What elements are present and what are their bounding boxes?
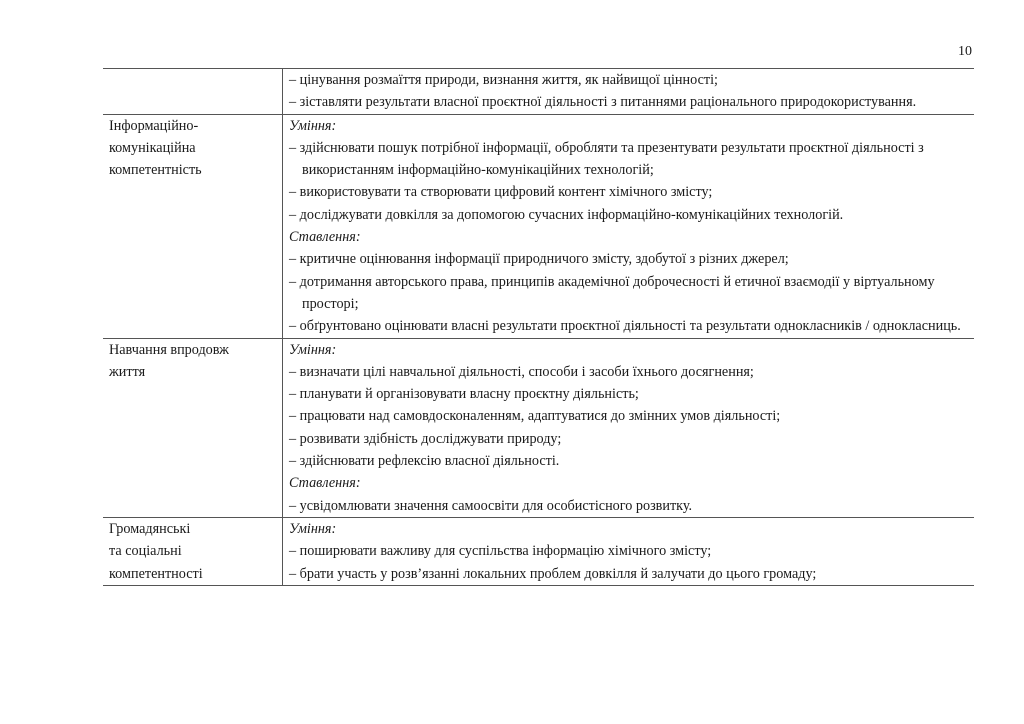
section-heading: Уміння:	[289, 341, 337, 358]
competency-name-cell	[103, 338, 283, 517]
list-item: – визначати цілі навчальної діяльності, способи і засоби їхнього досягнення;	[289, 363, 754, 380]
table-row	[103, 338, 974, 517]
list-item: – поширювати важливу для суспільства інформацію хімічного змісту;	[289, 543, 712, 560]
list-item: – цінування розмаїття природи, визнання життя, як найвищої цінності;	[289, 72, 718, 88]
competency-details-cell	[283, 517, 975, 585]
page-number: 10	[958, 44, 972, 59]
list-item: – планувати й організовувати власну проєктну діяльність;	[289, 386, 639, 403]
list-item: – розвивати здібність досліджувати природу;	[289, 430, 562, 447]
competency-table	[103, 68, 974, 586]
list-item: – здійснювати пошук потрібної інформації, обробляти та презентувати результати проєктної діяльності з використанням інформаційно-комунікаційних технологій;	[289, 139, 924, 179]
competency-details-cell	[283, 69, 975, 115]
competency-name-cell	[103, 69, 283, 115]
list-item: – усвідомлювати значення самоосвіти для особистісного розвитку.	[289, 497, 693, 514]
list-item: – здійснювати рефлексію власної діяльності.	[289, 453, 560, 470]
competency-name-cell	[103, 517, 283, 585]
list-item: – брати участь у розв’язанні локальних проблем довкілля й залучати до цього громаду;	[289, 565, 817, 582]
competency-table-body	[103, 69, 974, 586]
competency-details-cell	[283, 338, 975, 517]
section-heading: Ставлення:	[289, 475, 361, 492]
list-item: – досліджувати довкілля за допомогою сучасних інформаційно-комунікаційних технологій.	[289, 206, 844, 223]
competency-name-cell	[103, 114, 283, 338]
competency-name-line: та соціальні	[109, 543, 182, 560]
list-item: – використовувати та створювати цифровий контент хімічного змісту;	[289, 184, 713, 201]
section-heading: Уміння:	[289, 117, 337, 134]
competency-name-line: комунікаційна	[109, 139, 196, 156]
competency-name-line: компетентності	[109, 565, 203, 582]
section-heading: Ставлення:	[289, 229, 361, 246]
competency-details-cell	[283, 114, 975, 338]
table-row	[103, 517, 974, 585]
list-item: – працювати над самовдосконаленням, адаптуватися до змінних умов діяльності;	[289, 408, 781, 425]
section-heading: Уміння:	[289, 520, 337, 537]
competency-name-line: Громадянські	[109, 520, 191, 537]
table-row	[103, 114, 974, 338]
list-item: – дотримання авторського права, принципів академічної доброчесності й етичної взаємодії у віртуальному просторі;	[289, 273, 935, 312]
table-row	[103, 69, 974, 115]
list-item: – критичне оцінювання інформації природничого змісту, здобутої з різних джерел;	[289, 251, 789, 268]
competency-name-line: життя	[109, 363, 146, 380]
competency-name-line: компетентність	[109, 162, 202, 179]
list-item: – зіставляти результати власної проєктної діяльності з питаннями раціонального природокористування.	[289, 94, 917, 111]
list-item: – обґрунтовано оцінювати власні результати проєктної діяльності та результати однокласників / однокласниць.	[289, 318, 961, 335]
competency-name-line: Навчання впродовж	[109, 341, 229, 358]
competency-name-line: Інформаційно-	[109, 117, 199, 134]
